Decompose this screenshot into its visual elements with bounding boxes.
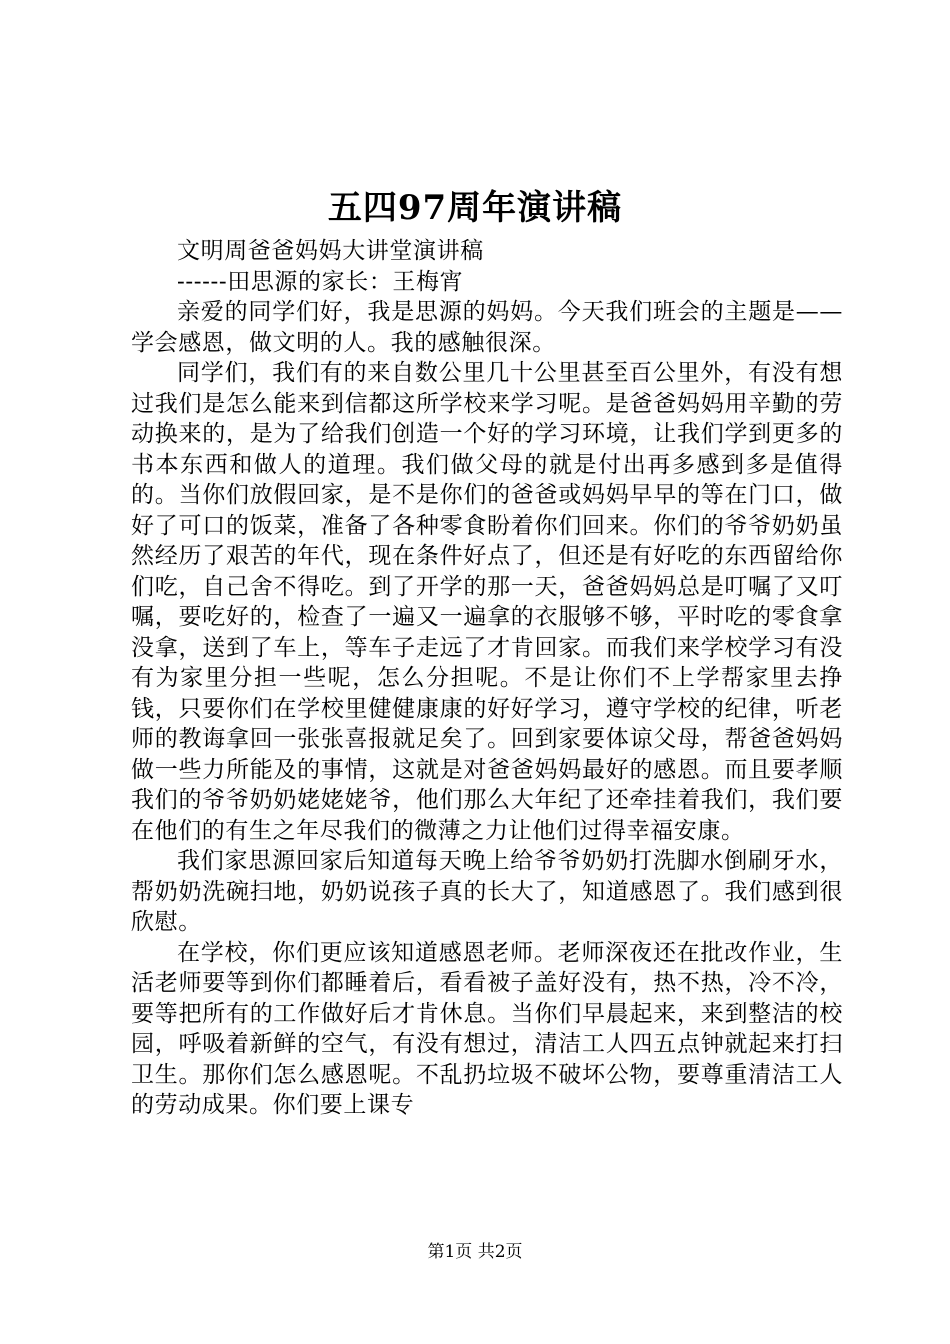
page-footer: 第1页 共2页	[427, 1242, 523, 1262]
body-paragraph: 同学们，我们有的来自数公里几十公里甚至百公里外，有没有想过我们是怎么能来到信都这所学校来学习呢。是爸爸妈妈用辛勤的劳动换来的，是为了给我们创造一个好的学习环境，让我们学到更多的书本东西和做人的道理。我们做父母的就是付出再多感到多是值得的。当你们放假回家，是不是你们的爸爸或妈妈早早的等在门口，做好了可口的饭菜，准备了各种零食盼着你们回来。你们的爷爷奶奶虽然经历了艰苦的年代，现在条件好点了，但还是有好吃的东西留给你们吃，自己舍不得吃。到了开学的那一天，爸爸妈妈总是叮嘱了又叮嘱，要吃好的，检查了一遍又一遍拿的衣服够不够，平时吃的零食拿没拿，送到了车上，等车子走远了才肯回家。而我们来学校学习有没有为家里分担一些呢，怎么分担呢。不是让你们不上学帮家里去挣钱，只要你们在学校里健健康康的好好学习，遵守学校的纪律，听老师的教诲拿回一张张喜报就足矣了。回到家要体谅父母，帮爸爸妈妈做一些力所能及的事情，这就是对爸爸妈妈最好的感恩。而且要孝顺我们的爷爷奶奶姥姥姥爷，他们那么大年纪了还牵挂着我们，我们要在他们的有生之年尽我们的微薄之力让他们过得幸福安康。	[131, 360, 843, 844]
document-byline: ------田思源的家长：王梅宵	[177, 268, 464, 295]
body-paragraph: 在学校，你们更应该知道感恩老师。老师深夜还在批改作业，生活老师要等到你们都睡着后，看看被子盖好没有，热不热，冷不冷，要等把所有的工作做好后才肯休息。当你们早晨起来，来到整洁的校园，呼吸着新鲜的空气，有没有想过，清洁工人四五点钟就起来打扫卫生。那你们怎么感恩呢。不乱扔垃圾不破坏公物，要尊重清洁工人的劳动成果。你们要上课专	[131, 939, 843, 1118]
body-paragraph: 亲爱的同学们好，我是思源的妈妈。今天我们班会的主题是——学会感恩，做文明的人。我的感触很深。	[131, 299, 843, 356]
document-title: 五四97周年演讲稿	[327, 188, 623, 228]
document-subtitle: 文明周爸爸妈妈大讲堂演讲稿	[177, 238, 484, 264]
body-paragraph: 我们家思源回家后知道每天晚上给爷爷奶奶打洗脚水倒刷牙水，帮奶奶洗碗扫地，奶奶说孩子真的长大了，知道感恩了。我们感到很欣慰。	[131, 848, 843, 935]
document-body	[131, 236, 843, 1121]
